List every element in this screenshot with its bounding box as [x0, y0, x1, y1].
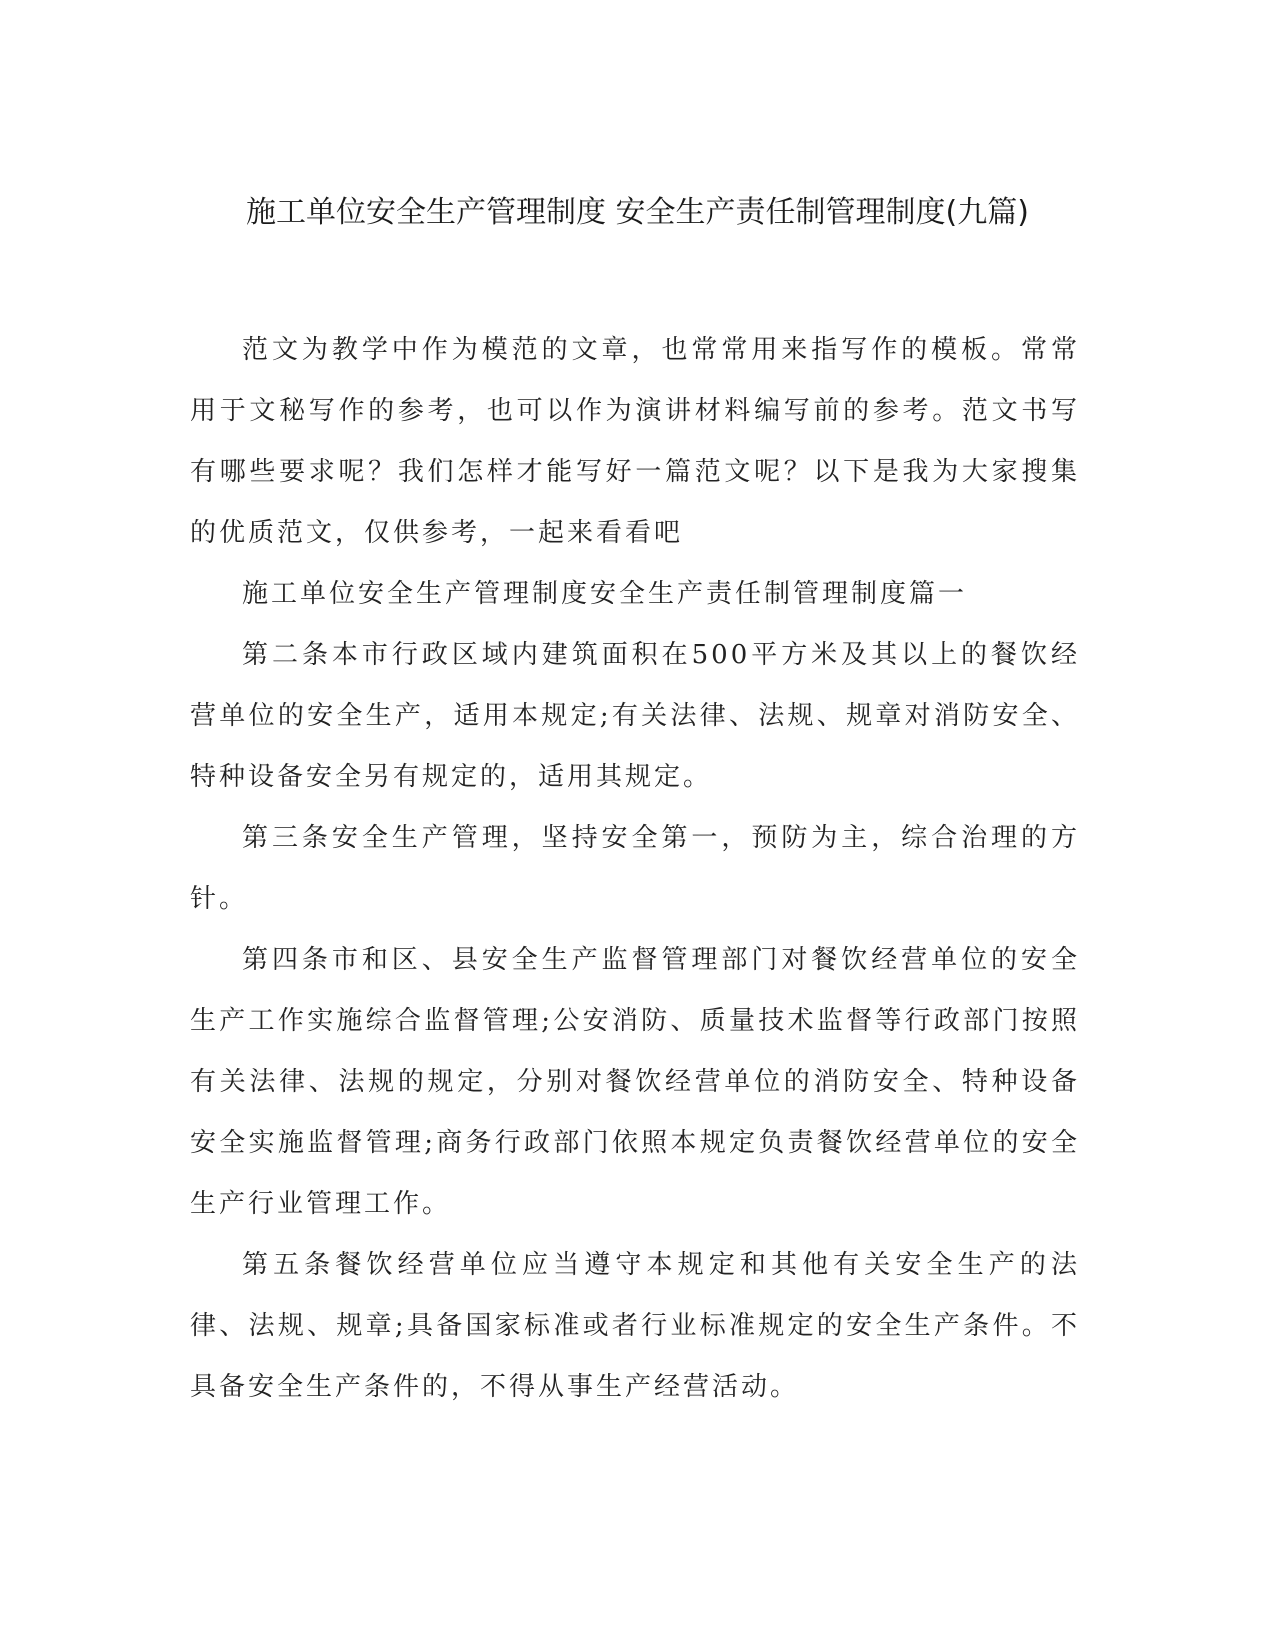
article-4-paragraph: 第四条市和区、县安全生产监督管理部门对餐饮经营单位的安全生产工作实施综合监督管理;公安消防、质量技术监督等行政部门按照有关法律、法规的规定，分别对餐饮经营单位的消防安全、特种设备安全实施监督管理;商务行政部门依照本规定负责餐饮经营单位的安全生产行业管理工作。 [190, 945, 1080, 1219]
article-3-paragraph: 第三条安全生产管理，坚持安全第一，预防为主，综合治理的方针。 [190, 823, 1080, 914]
document-title: 施工单位安全生产管理制度 安全生产责任制管理制度(九篇) [246, 195, 1029, 230]
document-body [190, 320, 1080, 1418]
intro-paragraph: 范文为教学中作为模范的文章，也常常用来指写作的模板。常常用于文秘写作的参考，也可以作为演讲材料编写前的参考。范文书写有哪些要求呢？我们怎样才能写好一篇范文呢？以下是我为大家搜集的优质范文，仅供参考，一起来看看吧 [190, 335, 1080, 548]
section-heading: 施工单位安全生产管理制度安全生产责任制管理制度篇一 [242, 579, 968, 609]
article-5-paragraph: 第五条餐饮经营单位应当遵守本规定和其他有关安全生产的法律、法规、规章;具备国家标准或者行业标准规定的安全生产条件。不具备安全生产条件的，不得从事生产经营活动。 [190, 1250, 1080, 1402]
article-2-paragraph: 第二条本市行政区域内建筑面积在500平方米及其以上的餐饮经营单位的安全生产，适用本规定;有关法律、法规、规章对消防安全、特种设备安全另有规定的，适用其规定。 [190, 640, 1080, 792]
